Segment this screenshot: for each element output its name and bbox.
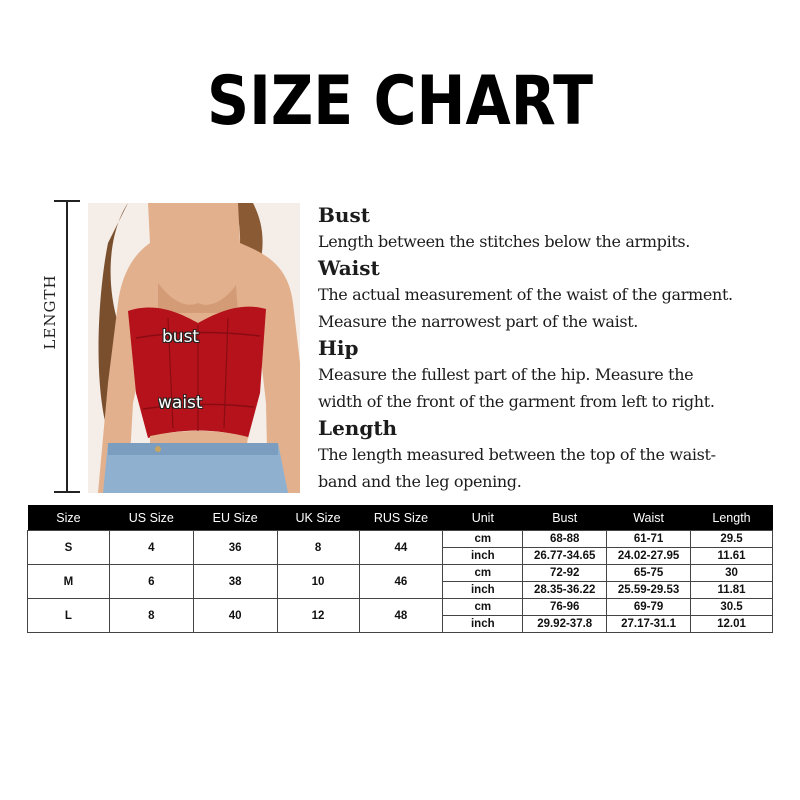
cell-size: M [28, 565, 110, 599]
measurement-descriptions [318, 202, 788, 495]
cell-rus: 46 [359, 565, 443, 599]
header-length: Length [691, 505, 773, 531]
desc-line: width of the front of the garment from left to right. [318, 392, 715, 411]
cell-unit: cm [443, 531, 523, 548]
cell-eu: 40 [193, 599, 277, 633]
header-waist: Waist [607, 505, 691, 531]
desc-bust [318, 202, 788, 255]
cell-bust: 72-92 [523, 565, 607, 582]
cell-unit: cm [443, 565, 523, 582]
size-table [27, 505, 773, 633]
cell-waist: 69-79 [607, 599, 691, 616]
desc-line: band and the leg opening. [318, 472, 522, 491]
waist-label: waist [158, 393, 203, 413]
cell-waist: 61-71 [607, 531, 691, 548]
cell-waist: 24.02-27.95 [607, 548, 691, 565]
cell-us: 8 [109, 599, 193, 633]
cell-us: 6 [109, 565, 193, 599]
ruler-cap-bottom [54, 491, 80, 493]
cell-length: 12.01 [691, 616, 773, 633]
cell-eu: 36 [193, 531, 277, 565]
cell-rus: 44 [359, 531, 443, 565]
cell-unit: inch [443, 582, 523, 599]
cell-bust: 29.92-37.8 [523, 616, 607, 633]
cell-unit: inch [443, 548, 523, 565]
model-photo [88, 203, 300, 493]
cell-eu: 38 [193, 565, 277, 599]
table-row [28, 599, 773, 616]
desc-heading: Hip [318, 336, 359, 360]
bust-label: bust [162, 327, 200, 347]
desc-heading: Waist [318, 256, 380, 280]
cell-length: 29.5 [691, 531, 773, 548]
cell-bust: 26.77-34.65 [523, 548, 607, 565]
cell-unit: cm [443, 599, 523, 616]
header-uk-size: UK Size [277, 505, 359, 531]
cell-waist: 65-75 [607, 565, 691, 582]
desc-line: Measure the narrowest part of the waist. [318, 312, 639, 331]
cell-length: 30 [691, 565, 773, 582]
desc-length [318, 415, 788, 495]
header-us-size: US Size [109, 505, 193, 531]
cell-rus: 48 [359, 599, 443, 633]
cell-bust: 28.35-36.22 [523, 582, 607, 599]
desc-heading: Length [318, 416, 398, 440]
page-title: SIZE CHART [206, 62, 594, 141]
desc-hip [318, 335, 788, 415]
cell-length: 30.5 [691, 599, 773, 616]
desc-line: The actual measurement of the waist of the garment. [318, 285, 733, 304]
desc-line: Measure the fullest part of the hip. Measure the [318, 365, 694, 384]
desc-line: Length between the stitches below the armpits. [318, 232, 691, 251]
cell-uk: 10 [277, 565, 359, 599]
ruler-label: LENGTH [41, 264, 61, 360]
cell-size: L [28, 599, 110, 633]
cell-waist: 27.17-31.1 [607, 616, 691, 633]
header-rus-size: RUS Size [359, 505, 443, 531]
cell-length: 11.81 [691, 582, 773, 599]
cell-bust: 76-96 [523, 599, 607, 616]
desc-waist [318, 255, 788, 335]
model-illustration [88, 203, 300, 493]
cell-size: S [28, 531, 110, 565]
cell-length: 11.61 [691, 548, 773, 565]
cell-bust: 68-88 [523, 531, 607, 548]
table-row [28, 531, 773, 548]
table-header-row [28, 505, 773, 531]
header-size: Size [28, 505, 110, 531]
desc-line: The length measured between the top of the waist- [318, 445, 716, 464]
cell-uk: 8 [277, 531, 359, 565]
table-row [28, 565, 773, 582]
cell-unit: inch [443, 616, 523, 633]
cell-us: 4 [109, 531, 193, 565]
desc-heading: Bust [318, 203, 370, 227]
cell-waist: 25.59-29.53 [607, 582, 691, 599]
cell-uk: 12 [277, 599, 359, 633]
header-unit: Unit [443, 505, 523, 531]
ruler-line [66, 201, 68, 492]
header-bust: Bust [523, 505, 607, 531]
header-eu-size: EU Size [193, 505, 277, 531]
